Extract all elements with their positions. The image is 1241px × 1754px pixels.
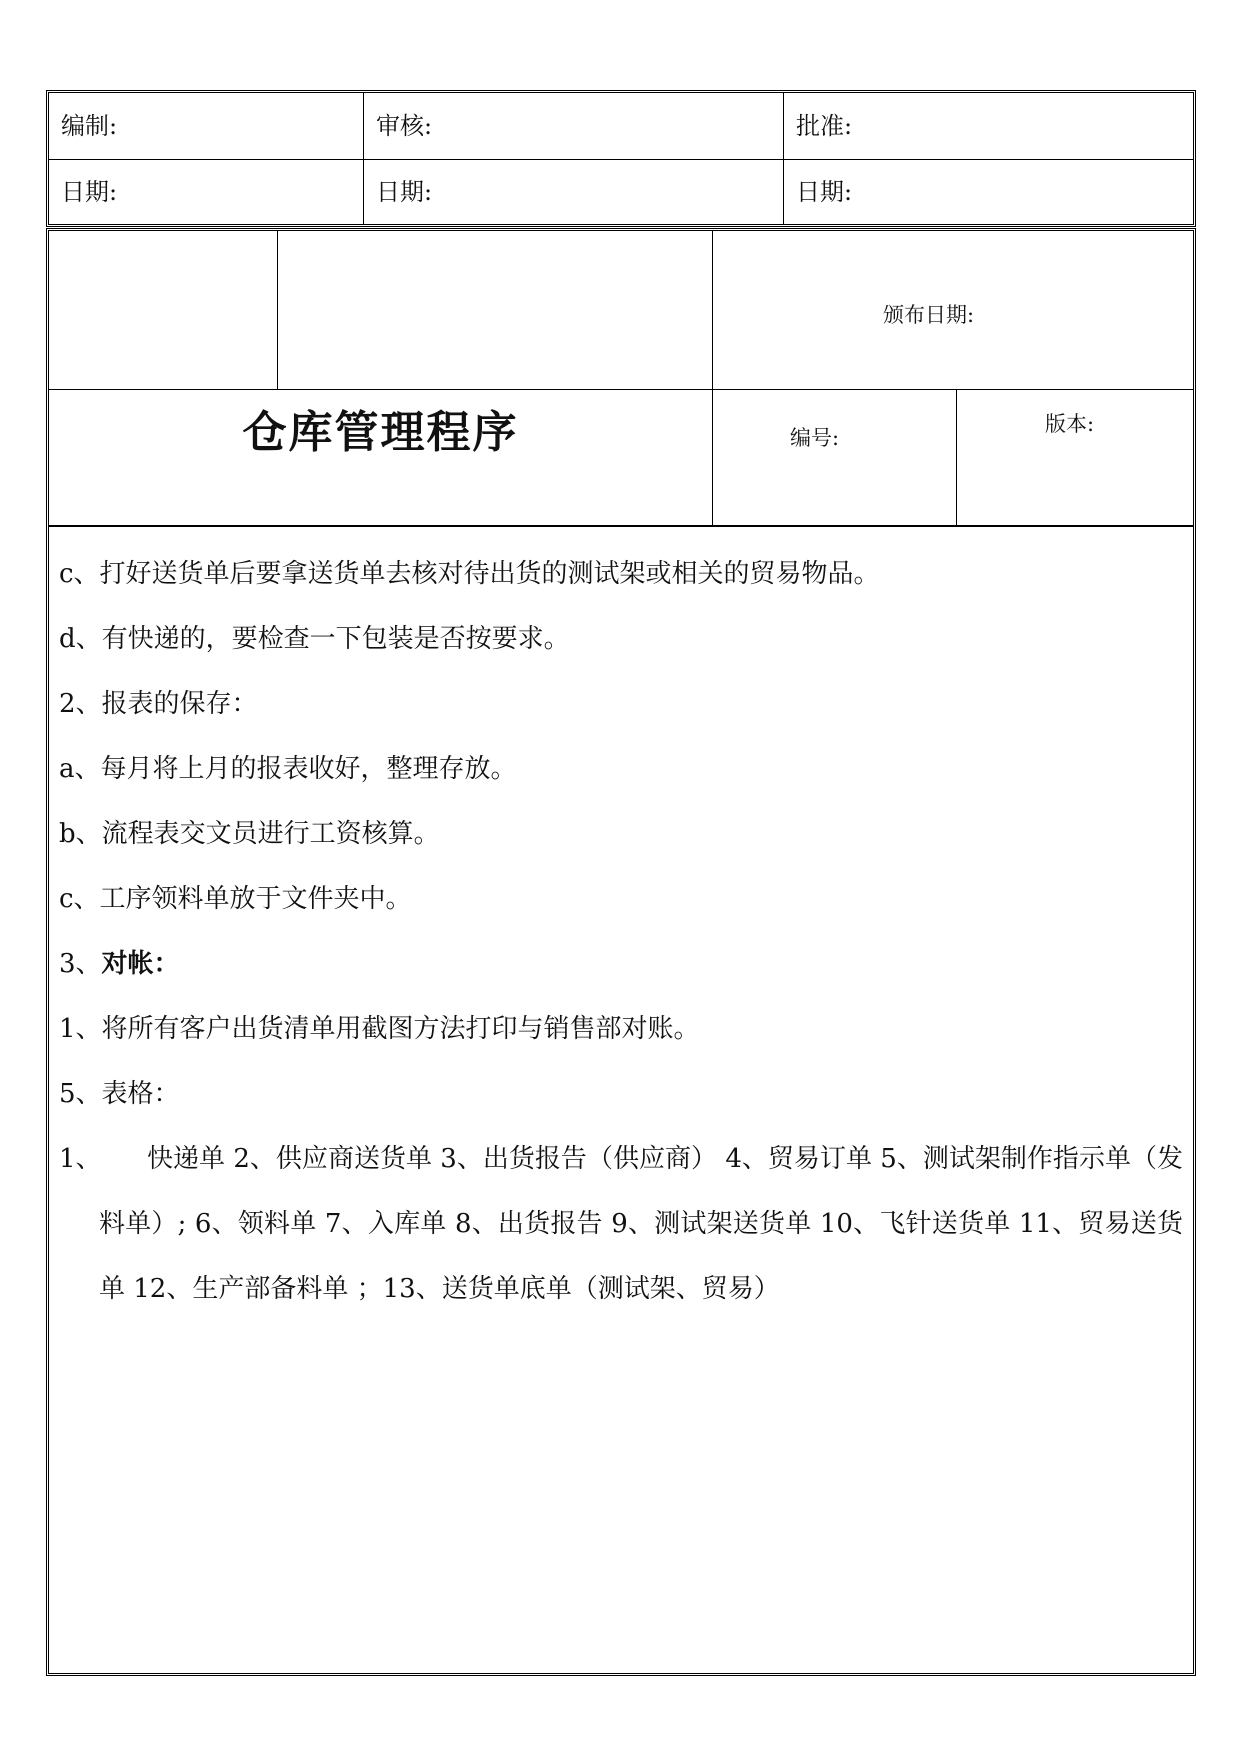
reviewed-date-field: 日期: bbox=[364, 159, 784, 225]
section-heading-forms: 5、表格： bbox=[59, 1079, 180, 1109]
version-label: 版本: bbox=[1045, 412, 1095, 436]
approval-row-dates bbox=[49, 159, 1193, 225]
document-frame bbox=[46, 228, 1196, 1676]
title-cell bbox=[49, 390, 712, 525]
document-header bbox=[49, 231, 1193, 527]
document-title: 仓库管理程序 bbox=[242, 407, 519, 458]
forms-list-number: 1、 bbox=[59, 1144, 102, 1174]
release-date-label: 颁布日期: bbox=[883, 303, 975, 327]
section-title: 对帐： bbox=[101, 949, 180, 979]
section-heading-reconcile bbox=[59, 951, 1183, 1016]
reviewed-by-field: 审核: bbox=[364, 93, 784, 159]
compiled-by-field: 编制: bbox=[49, 93, 364, 159]
content-line: b、流程表交文员进行工资核算。 bbox=[59, 819, 440, 849]
content-line: 1、将所有客户出货清单用截图方法打印与销售部对账。 bbox=[59, 1014, 700, 1044]
content-line: a、每月将上月的报表收好，整理存放。 bbox=[59, 754, 517, 784]
content-line: d、有快递的，要检查一下包装是否按要求。 bbox=[59, 624, 570, 654]
compiled-date-field: 日期: bbox=[49, 159, 364, 225]
approval-row-signatures bbox=[49, 93, 1193, 160]
release-date-cell bbox=[712, 231, 1193, 390]
company-cell bbox=[277, 231, 712, 390]
forms-list bbox=[59, 1127, 1183, 1322]
content-line: 2、报表的保存： bbox=[59, 689, 258, 719]
content-line: c、打好送货单后要拿送货单去核对待出货的测试架或相关的贸易物品。 bbox=[59, 559, 880, 589]
approval-table bbox=[46, 90, 1196, 227]
content-line: c、工序领料单放于文件夹中。 bbox=[59, 884, 412, 914]
document-body bbox=[59, 561, 1183, 1322]
approved-by-field: 批准: bbox=[796, 112, 853, 140]
version-cell bbox=[955, 390, 1193, 525]
logo-cell bbox=[49, 231, 278, 390]
forms-list-text: 快递单 2、供应商送货单 3、出货报告（供应商） 4、贸易订单 5、测试架制作指示单（发料单）; 6、领料单 7、入库单 8、出货报告 9、测试架送货单 10、飞针送货单 11、贸易送货单 12、生产部备料单 ；13、送货单底单（测试架、贸易） bbox=[99, 1144, 1183, 1304]
document-number-cell bbox=[712, 390, 957, 525]
document-number-label: 编号: bbox=[790, 426, 840, 450]
approved-date-field: 日期: bbox=[796, 178, 853, 206]
section-number: 3、 bbox=[59, 949, 102, 979]
